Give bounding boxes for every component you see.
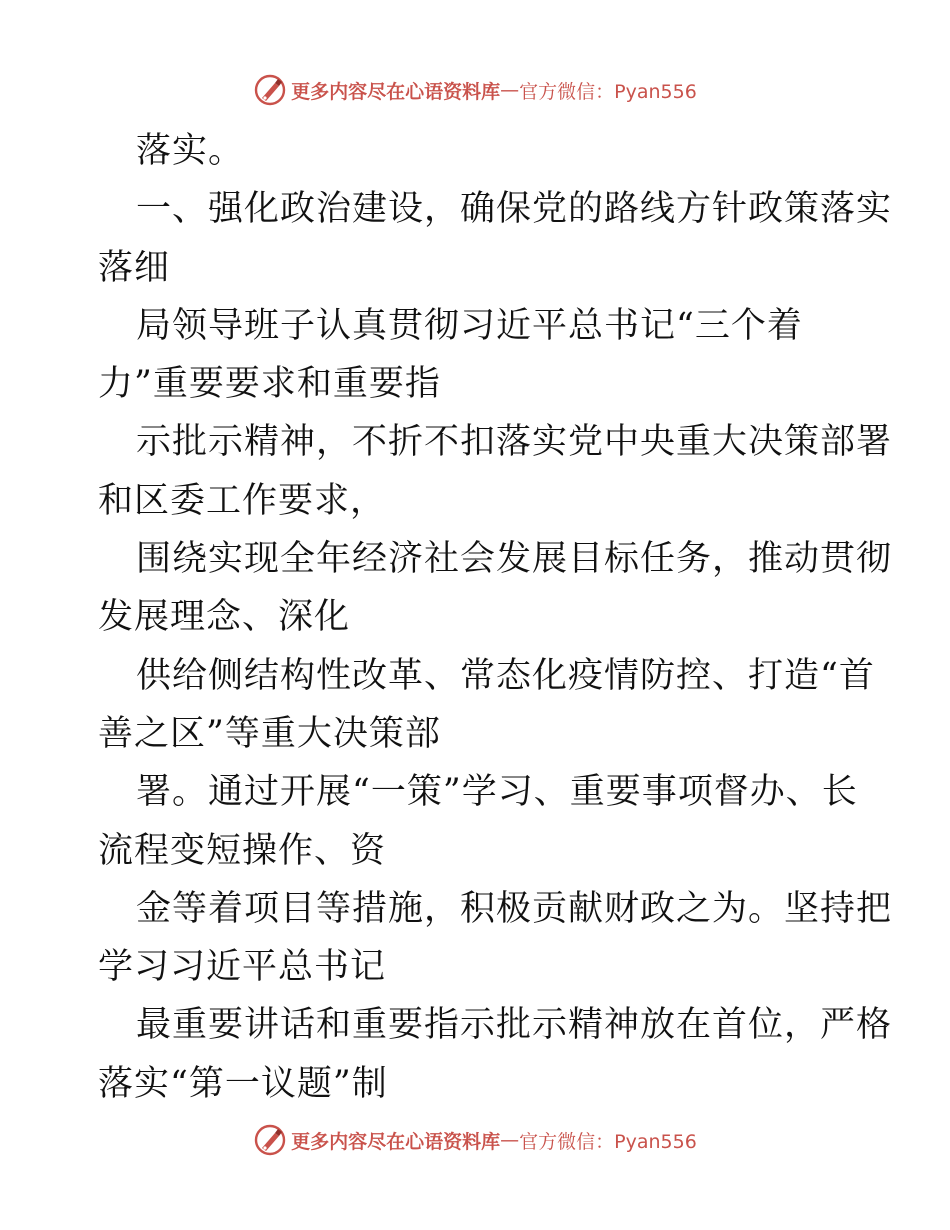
body-line: 发展理念、深化 [98,597,351,638]
footer-banner-inner [253,1123,697,1157]
body-line: 围绕实现全年经济社会发展目标任务，推动贯彻 [136,539,893,580]
header-banner-wechat: 官方微信：Pyan556 [519,80,697,103]
footer-banner-wechat: 官方微信：Pyan556 [519,1130,697,1153]
body-line: 善之区”等重大决策部 [98,713,441,754]
body-line: 和区委工作要求， [98,480,387,521]
footer-banner [0,1120,950,1160]
body-line: 署。通过开展“一策”学习、重要事项督办、长 [136,772,858,813]
body-line: 学习习近平总书记 [98,947,387,988]
header-banner-inner [253,73,697,107]
header-banner [0,70,950,110]
body-line: 供给侧结构性改革、常态化疫情防控、打造“首 [136,655,875,696]
pen-logo-icon [253,73,287,107]
pen-logo-icon [253,1123,287,1157]
body-line: 落细 [98,247,171,288]
body-line: 示批示精神，不折不扣落实党中央重大决策部署 [136,422,893,463]
body-line: 金等着项目等措施，积极贡献财政之为。坚持把 [136,888,893,929]
document-body [98,122,893,1113]
body-line: 局领导班子认真贯彻习近平总书记“三个着 [136,305,803,346]
body-line: 流程变短操作、资 [98,830,387,871]
body-line: 最重要讲话和重要指示批示精神放在首位，严格 [136,1005,893,1046]
body-line: 落实。 [136,131,245,171]
body-line: 力”重要要求和重要指 [98,364,441,405]
body-line: 一、强化政治建设，确保党的路线方针政策落实 [136,189,893,230]
footer-banner-text: 更多内容尽在心语资料库 [291,1130,501,1153]
body-line: 落实“第一议题”制 [98,1063,388,1104]
footer-banner-dash: — [500,1129,520,1151]
header-banner-dash: — [500,79,520,101]
header-banner-text: 更多内容尽在心语资料库 [291,80,501,103]
